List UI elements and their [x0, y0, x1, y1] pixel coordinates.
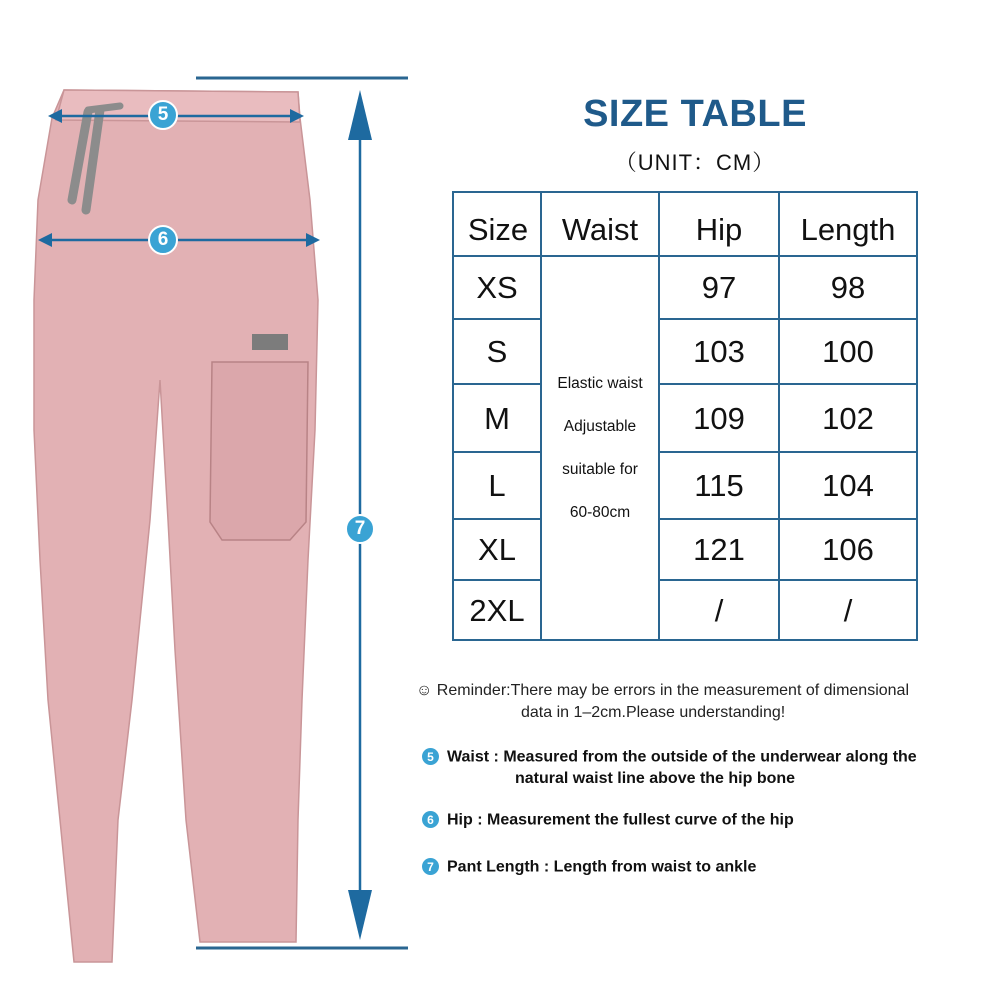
hip-note-text: Measurement the fullest curve of the hip	[487, 811, 794, 829]
size-cell: XS	[476, 270, 518, 305]
hip-cell: 97	[701, 270, 737, 305]
length-marker-badge: 7	[345, 514, 375, 544]
waist-marker-badge: 5	[148, 100, 178, 130]
number-5-icon: 5	[422, 748, 439, 765]
hip-cell: 115	[694, 468, 744, 503]
length-cell: 98	[830, 270, 866, 305]
hip-note-label: Hip :	[447, 811, 483, 829]
length-cell: /	[843, 593, 853, 628]
hip-cell: 103	[693, 334, 745, 369]
size-cell: M	[484, 400, 510, 436]
hip-cell: 109	[693, 400, 745, 436]
number-7-icon: 7	[422, 858, 439, 875]
unit-label: （UNIT：CM）	[614, 150, 776, 175]
length-note-definition	[422, 858, 756, 877]
length-cell: 100	[822, 334, 874, 369]
reminder-text: Reminder:There may be errors in the measurement of dimensional	[436, 682, 910, 699]
waist-note-text: Measured from the outside of the underwear along the	[503, 748, 917, 766]
reminder-line-1	[416, 682, 976, 700]
waist-note-line: Adjustable	[563, 417, 637, 435]
header-waist: Waist	[561, 212, 639, 247]
length-note-label: Pant Length :	[447, 858, 550, 876]
header-size: Size	[467, 212, 529, 247]
length-note-text: Length from waist to ankle	[553, 858, 757, 876]
header-length: Length	[800, 212, 896, 247]
reminder-line-2: data in 1–2cm.Please understanding!	[521, 704, 786, 721]
smiley-icon: ☺	[416, 682, 433, 699]
waist-note-line: Elastic waist	[557, 374, 643, 392]
hip-cell: 121	[693, 532, 745, 567]
hip-cell: /	[714, 593, 724, 628]
hip-marker-badge: 6	[148, 225, 178, 255]
waist-note-definition	[422, 748, 992, 767]
hip-note-definition	[422, 811, 794, 830]
size-cell: L	[488, 468, 506, 503]
length-cell: 102	[822, 400, 874, 436]
pants-illustration	[0, 0, 440, 1000]
header-hip: Hip	[695, 212, 743, 247]
waist-note-text-2: natural waist line above the hip bone	[515, 770, 796, 787]
size-cell: 2XL	[469, 593, 525, 628]
size-table-title: SIZE TABLE	[583, 93, 807, 135]
length-cell: 104	[822, 468, 874, 503]
size-cell: S	[486, 334, 508, 369]
waist-note-line: suitable for	[562, 460, 638, 478]
waist-note	[541, 256, 659, 639]
length-cell: 106	[822, 532, 874, 567]
number-6-icon: 6	[422, 811, 439, 828]
size-cell: XL	[478, 532, 516, 567]
waist-note-line: 60-80cm	[569, 503, 631, 521]
waist-note-label: Waist :	[447, 748, 499, 766]
